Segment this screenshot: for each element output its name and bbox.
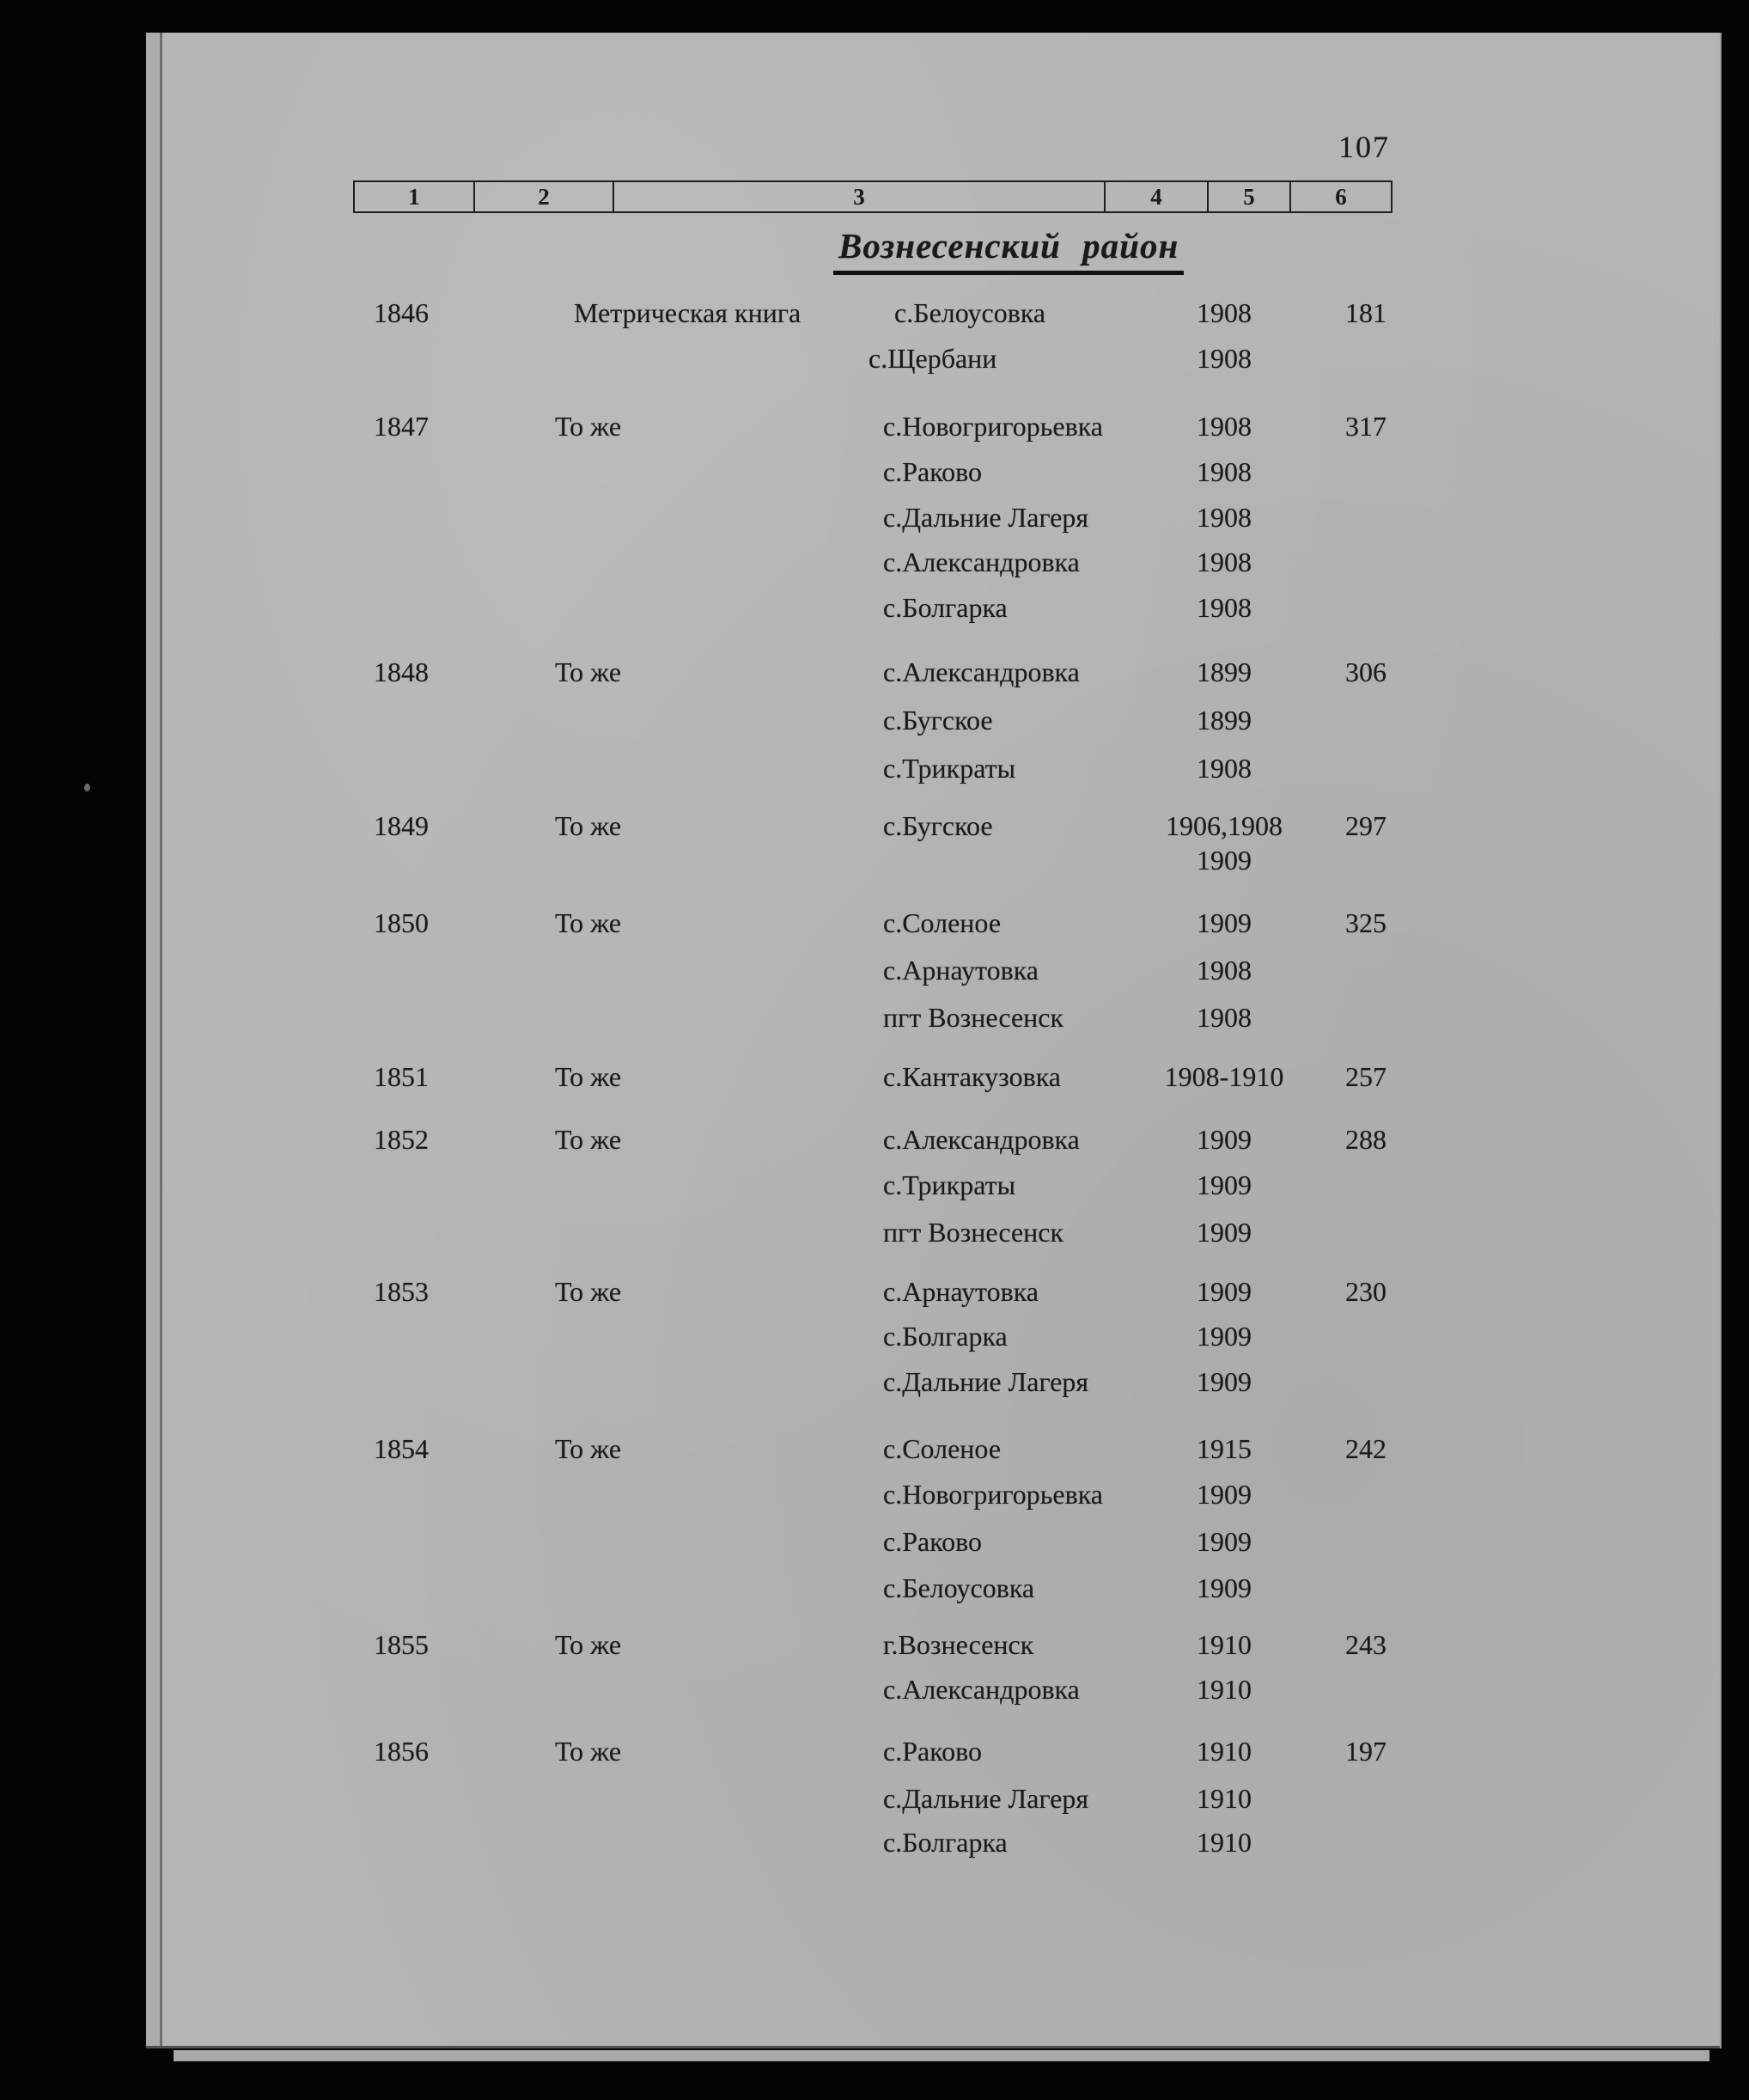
year-value: 1910 <box>1197 1629 1252 1660</box>
entry-description: То же <box>555 1433 622 1464</box>
place-name: с.Белоусовка <box>894 297 1046 328</box>
year-value: 1909 <box>1197 1321 1252 1352</box>
entry-description: То же <box>555 1124 622 1155</box>
year-value: 1910 <box>1197 1736 1252 1767</box>
entry-number: 1849 <box>374 810 429 841</box>
page-count: 197 <box>1345 1736 1386 1767</box>
entry-description: То же <box>555 1629 622 1660</box>
under-page-edge <box>174 2050 1709 2061</box>
place-name: с.Новогригорьевка <box>883 1479 1103 1510</box>
entry-description: Метрическая книга <box>574 297 801 328</box>
column-header-cell: 4 <box>1104 182 1207 211</box>
place-name: с.Дальние Лагеря <box>883 502 1089 533</box>
entry-number: 1856 <box>374 1736 429 1767</box>
year-value: 1909 <box>1197 1124 1252 1155</box>
place-name: пгт Вознесенск <box>883 1002 1064 1033</box>
year-value: 1909 <box>1197 1169 1252 1200</box>
entry-description: То же <box>555 656 622 687</box>
place-name: с.Дальние Лагеря <box>883 1783 1089 1814</box>
page-count: 230 <box>1345 1276 1386 1307</box>
place-name: с.Раково <box>883 1526 983 1557</box>
entry-number: 1850 <box>374 907 429 938</box>
entry-number: 1852 <box>374 1124 429 1155</box>
page-count: 306 <box>1345 656 1386 687</box>
place-name: с.Арнаутовка <box>883 955 1039 986</box>
entry-description: То же <box>555 411 622 442</box>
column-header-row <box>353 180 1392 213</box>
place-name: с.Александровка <box>883 1674 1080 1705</box>
place-name: с.Белоусовка <box>883 1572 1035 1603</box>
entry-description: То же <box>555 1736 622 1767</box>
year-value: 1908 <box>1197 955 1252 986</box>
place-name: с.Трикраты <box>883 1169 1016 1200</box>
year-value: 1899 <box>1197 656 1252 687</box>
place-name: с.Арнаутовка <box>883 1276 1039 1307</box>
entry-description: То же <box>555 1061 622 1092</box>
entry-number: 1848 <box>374 656 429 687</box>
column-header-cell: 3 <box>612 182 1104 211</box>
page-count: 288 <box>1345 1124 1386 1155</box>
year-value: 1899 <box>1197 705 1252 736</box>
place-name: г.Вознесенск <box>883 1629 1034 1660</box>
year-value: 1910 <box>1197 1783 1252 1814</box>
place-name: с.Раково <box>883 456 983 487</box>
column-header-cell: 1 <box>353 182 473 211</box>
place-name: с.Александровка <box>883 1124 1080 1155</box>
year-value: 1909 <box>1197 1276 1252 1307</box>
year-value: 1906,1908 <box>1166 810 1283 841</box>
page-count: 243 <box>1345 1629 1386 1660</box>
year-value: 1908 <box>1197 297 1252 328</box>
year-value: 1910 <box>1197 1674 1252 1705</box>
year-value: 1908 <box>1197 456 1252 487</box>
year-value: 1909 <box>1197 907 1252 938</box>
entry-number: 1846 <box>374 297 429 328</box>
section-title: Вознесенский район <box>833 225 1184 275</box>
year-value: 1908 <box>1197 502 1252 533</box>
page-count: 317 <box>1345 411 1386 442</box>
column-header-cell: 6 <box>1289 182 1392 211</box>
place-name: с.Дальние Лагеря <box>883 1366 1089 1397</box>
year-value: 1908 <box>1197 1002 1252 1033</box>
page-count: 242 <box>1345 1433 1386 1464</box>
entry-number: 1847 <box>374 411 429 442</box>
year-value: 1909 <box>1197 1479 1252 1510</box>
place-name: с.Болгарка <box>883 592 1008 623</box>
page-edge-left <box>146 33 162 2048</box>
page-count: 325 <box>1345 907 1386 938</box>
entry-number: 1855 <box>374 1629 429 1660</box>
column-header-cell: 5 <box>1207 182 1289 211</box>
page-edge-bottom <box>146 2046 1720 2048</box>
year-value: 1909 <box>1197 1366 1252 1397</box>
entry-number: 1854 <box>374 1433 429 1464</box>
year-value: 1908 <box>1197 753 1252 784</box>
entry-description: То же <box>555 907 622 938</box>
year-value: 1908 <box>1197 592 1252 623</box>
entry-number: 1851 <box>374 1061 429 1092</box>
place-name: с.Раково <box>883 1736 983 1767</box>
document-page <box>146 33 1722 2048</box>
place-name: с.Соленое <box>883 1433 1002 1464</box>
place-name: с.Соленое <box>883 907 1002 938</box>
place-name: с.Болгарка <box>883 1321 1008 1352</box>
place-name: с.Болгарка <box>883 1827 1008 1858</box>
entry-description: То же <box>555 1276 622 1307</box>
year-value: 1909 <box>1197 845 1252 876</box>
year-value: 1909 <box>1197 1217 1252 1248</box>
place-name: с.Александровка <box>883 656 1080 687</box>
page-number: 107 <box>1338 130 1390 164</box>
place-name: с.Бугское <box>883 810 993 841</box>
year-value: 1909 <box>1197 1526 1252 1557</box>
place-name: с.Кантакузовка <box>883 1061 1061 1092</box>
entry-number: 1853 <box>374 1276 429 1307</box>
column-header-cell: 2 <box>473 182 612 211</box>
year-value: 1908 <box>1197 411 1252 442</box>
place-name: с.Новогригорьевка <box>883 411 1103 442</box>
page-count: 181 <box>1345 297 1386 328</box>
year-value: 1908 <box>1197 343 1252 374</box>
year-value: 1908-1910 <box>1164 1061 1284 1092</box>
year-value: 1908 <box>1197 546 1252 577</box>
scan-speck <box>84 784 90 791</box>
place-name: с.Александровка <box>883 546 1080 577</box>
entry-description: То же <box>555 810 622 841</box>
page-count: 297 <box>1345 810 1386 841</box>
place-name: с.Бугское <box>883 705 993 736</box>
place-name: с.Трикраты <box>883 753 1016 784</box>
year-value: 1910 <box>1197 1827 1252 1858</box>
year-value: 1909 <box>1197 1572 1252 1603</box>
page-count: 257 <box>1345 1061 1386 1092</box>
place-name: пгт Вознесенск <box>883 1217 1064 1248</box>
year-value: 1915 <box>1197 1433 1252 1464</box>
place-name: с.Щербани <box>868 343 997 374</box>
